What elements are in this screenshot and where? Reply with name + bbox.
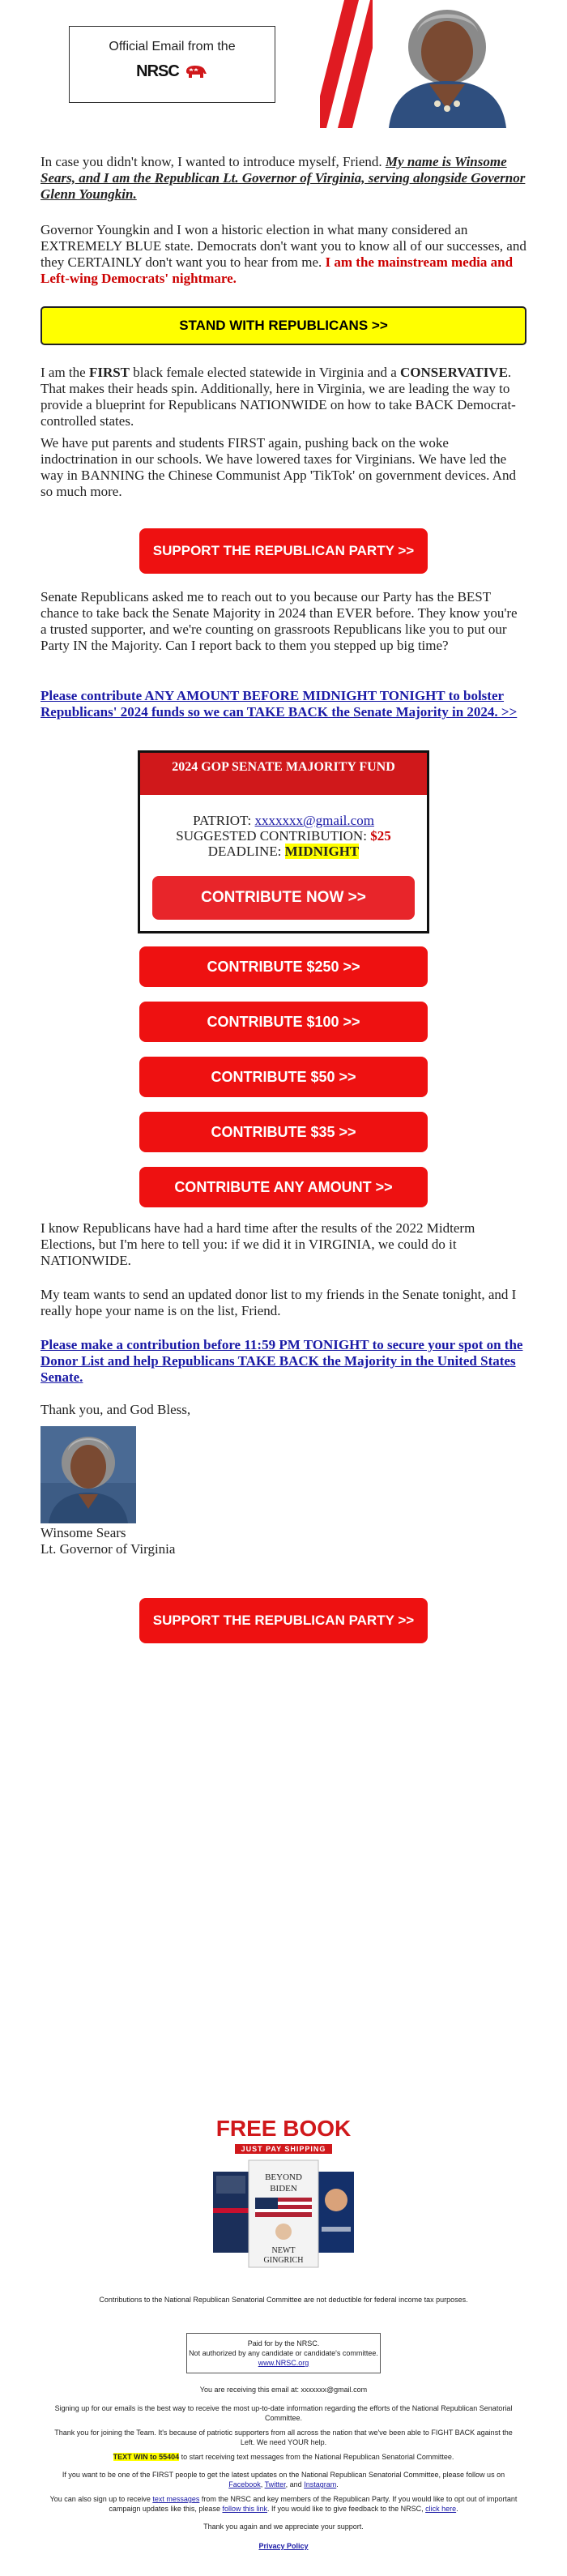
elephant-icon [184, 64, 208, 80]
patriot-email[interactable]: xxxxxxx@gmail.com [254, 813, 374, 828]
contribute-any-amount-button[interactable]: CONTRIBUTE ANY AMOUNT >> [139, 1167, 428, 1207]
support-party-button-2[interactable]: SUPPORT THE REPUBLICAN PARTY >> [139, 1598, 428, 1643]
suggested-label: SUGGESTED CONTRIBUTION: [176, 828, 371, 844]
midterm-paragraph: I know Republicans have had a hard time after the results of the 2022 Midterm Elections, but I'm here to tell you: if we did it in VIRGINIA, we could do it NATIONWIDE. [40, 1220, 475, 1268]
free-book-sub: JUST PAY SHIPPING [235, 2144, 333, 2154]
opt-out-c: . If you would like to give feedback to the NRSC, [266, 2505, 426, 2513]
paid-line-1: Paid for by the NRSC. [247, 2339, 320, 2347]
follow-us-text: If you want to be one of the FIRST people to get the latest updates on the National Republican Senatorial Committee, please follow us on Facebook, Twitter, and Instagram. [62, 2471, 505, 2488]
deadline-line [140, 844, 427, 859]
tax-disclaimer: Contributions to the National Republican Senatorial Committee are not deductible for federal income tax purposes. [99, 2296, 468, 2304]
first-black-female-paragraph [40, 365, 526, 429]
accomplishments-paragraph: We have put parents and students FIRST again, pushing back on the woke indoctrination in our schools. We have lowered taxes for Virginians. We have led the way in BANNING the Chinese Communist App 'TikTok' on government devices. And so much more. [40, 435, 516, 499]
deadline-label: DEADLINE: [207, 844, 285, 859]
free-book-promo[interactable] [202, 2117, 364, 2155]
patriot-line [140, 813, 427, 828]
feedback-link[interactable]: click here [425, 2505, 457, 2513]
deadline-value: MIDNIGHT [284, 844, 360, 859]
facebook-link[interactable]: Facebook [228, 2480, 261, 2488]
p3-text-c: black female elected statewide in Virginia and a [130, 365, 400, 380]
privacy-policy-link[interactable]: Privacy Policy [258, 2542, 309, 2550]
header-portrait [373, 0, 522, 128]
official-email-text: Official Email from the [109, 40, 236, 53]
contribute-50-button[interactable]: CONTRIBUTE $50 >> [139, 1057, 428, 1097]
email-header [0, 0, 567, 130]
free-book-headline: FREE BOOK [215, 2116, 352, 2141]
book-covers-image[interactable] [207, 2155, 360, 2277]
contribute-35-button[interactable]: CONTRIBUTE $35 >> [139, 1112, 428, 1152]
book-title-1: BEYOND [265, 2172, 302, 2182]
senate-majority-paragraph: Senate Republicans asked me to reach out to you because our Party has the BEST chance to take back the Senate Majority in 2024 than EVER before. They know you're a trusted supporter, and we're counting on grassroots Republicans like you to put our Party IN the Majority. Can I report back to them you stepped up big time? [40, 589, 518, 653]
gop-senate-majority-fund-box [138, 750, 429, 933]
follow-us-lead: If you want to be one of the FIRST people to get the latest updates on the National Republican Senatorial Committee, please follow us on [62, 2471, 505, 2479]
patriot-label: PATRIOT: [193, 813, 255, 828]
suggested-amount: $25 [370, 828, 391, 844]
suggested-line [140, 828, 427, 844]
nrsc-logo-text: NRSC [136, 62, 179, 80]
paid-for-box [186, 2333, 381, 2373]
paid-line-2: Not authorized by any candidate or candidate's committee. [189, 2349, 378, 2357]
opt-out-b: from the NRSC and key members of the Republican Party. If you would like to opt out of important campaign updates like this, please [109, 2495, 518, 2513]
stand-with-republicans-button[interactable]: STAND WITH REPUBLICANS >> [40, 306, 526, 345]
text-messages-link[interactable]: text messages [152, 2495, 200, 2503]
contribute-any-amount-link[interactable]: Please contribute ANY AMOUNT BEFORE MIDNIGHT TONIGHT to bolster Republicans' 2024 funds so we can TAKE BACK the Senate Majority in 2024. >> [40, 688, 518, 720]
opt-out-text: You can also sign up to receive text messages from the NRSC and key members of the Republican Party. If you would like to opt out of important campaign updates like this, please follow this link. If you would like to give feedback to the NRSC, click here. [49, 2495, 518, 2513]
opt-out-a: You can also sign up to receive [49, 2495, 153, 2503]
closing-text: Thank you, and God Bless, [40, 1402, 191, 1417]
secure-spot-link[interactable]: Please make a contribution before 11:59 PM TONIGHT to secure your spot on the Donor List and help Republicans TAKE BACK the Majority in the United States Senate. [40, 1337, 523, 1385]
text-win-rest: to start receiving text messages from the National Republican Senatorial Committee. [179, 2453, 454, 2461]
book-author-1: NEWT [271, 2246, 296, 2255]
receiving-email-text: You are receiving this email at: xxxxxxx@gmail.com [199, 2386, 368, 2394]
intro-lead: In case you didn't know, I wanted to introduce myself, Friend. [40, 154, 386, 169]
signature-name: Winsome Sears [40, 1525, 126, 1540]
secure-spot-link-wrap [40, 1337, 526, 1386]
p3-conservative: CONSERVATIVE [400, 365, 508, 380]
signing-up-text: Signing up for our emails is the best way to receive the most up-to-date information regarding the efforts of the National Republican Senatorial Committee. [54, 2404, 513, 2422]
signature-title: Lt. Governor of Virginia [40, 1541, 176, 1557]
privacy-policy-wrap [49, 2541, 518, 2551]
contribute-100-button[interactable]: CONTRIBUTE $100 >> [139, 1002, 428, 1042]
election-text: Governor Youngkin and I won a historic election in what many considered an EXTREMELY BLUE state. Democrats don't want you to know all of our successes, and they CERTAINLY don't want you to hear from me. [40, 222, 526, 270]
nrsc-url-link[interactable]: www.NRSC.org [258, 2359, 309, 2367]
support-party-button[interactable]: SUPPORT THE REPUBLICAN PARTY >> [139, 528, 428, 574]
p3-text-e: . That makes their heads spin. Additionally, here in Virginia, we are leading the way to provide a blueprint for Republicans NATIONWIDE on how to take BACK Democrat-controlled states. [40, 365, 516, 429]
signature-portrait [40, 1426, 136, 1523]
p3-first: FIRST [88, 365, 130, 380]
contribute-250-button[interactable]: CONTRIBUTE $250 >> [139, 946, 428, 987]
unsubscribe-link[interactable]: follow this link [222, 2505, 267, 2513]
book-author-2: GINGRICH [263, 2256, 304, 2265]
text-win-line [49, 2452, 518, 2462]
paid-url-wrap [187, 2358, 380, 2368]
instagram-link[interactable]: Instagram [304, 2480, 337, 2488]
book-title-2: BIDEN [270, 2184, 297, 2194]
fund-details [140, 795, 427, 859]
official-email-badge [69, 26, 275, 103]
intro-paragraph [40, 154, 526, 203]
twitter-link[interactable]: Twitter [264, 2480, 286, 2488]
thanks-support-text: Thank you again and we appreciate your support. [203, 2523, 364, 2531]
donor-list-paragraph: My team wants to send an updated donor list to my friends in the Senate tonight, and I really hope your name is on the list, Friend. [40, 1287, 517, 1318]
contribute-any-amount-link-wrap [40, 688, 526, 720]
nightmare-text: I am the mainstream media and Left-wing Democrats' nightmare. [40, 254, 514, 286]
text-win-keyword: TEXT WIN to 55404 [113, 2453, 180, 2461]
contribute-now-button[interactable]: CONTRIBUTE NOW >> [152, 876, 415, 920]
p3-text-a: I am the [40, 365, 89, 380]
intro-emphasis: My name is Winsome Sears, and I am the Republican Lt. Governor of Virginia, serving alongside Governor Glenn Youngkin. [40, 154, 526, 202]
thanks-team-text: Thank you for joining the Team. It's because of patriotic supporters from all across the nation that we've been able to FIGHT BACK against the Left. We need YOUR help. [54, 2429, 513, 2446]
fund-title: 2024 GOP SENATE MAJORITY FUND [140, 753, 427, 795]
election-paragraph [40, 222, 526, 287]
nrsc-logo [136, 62, 208, 81]
